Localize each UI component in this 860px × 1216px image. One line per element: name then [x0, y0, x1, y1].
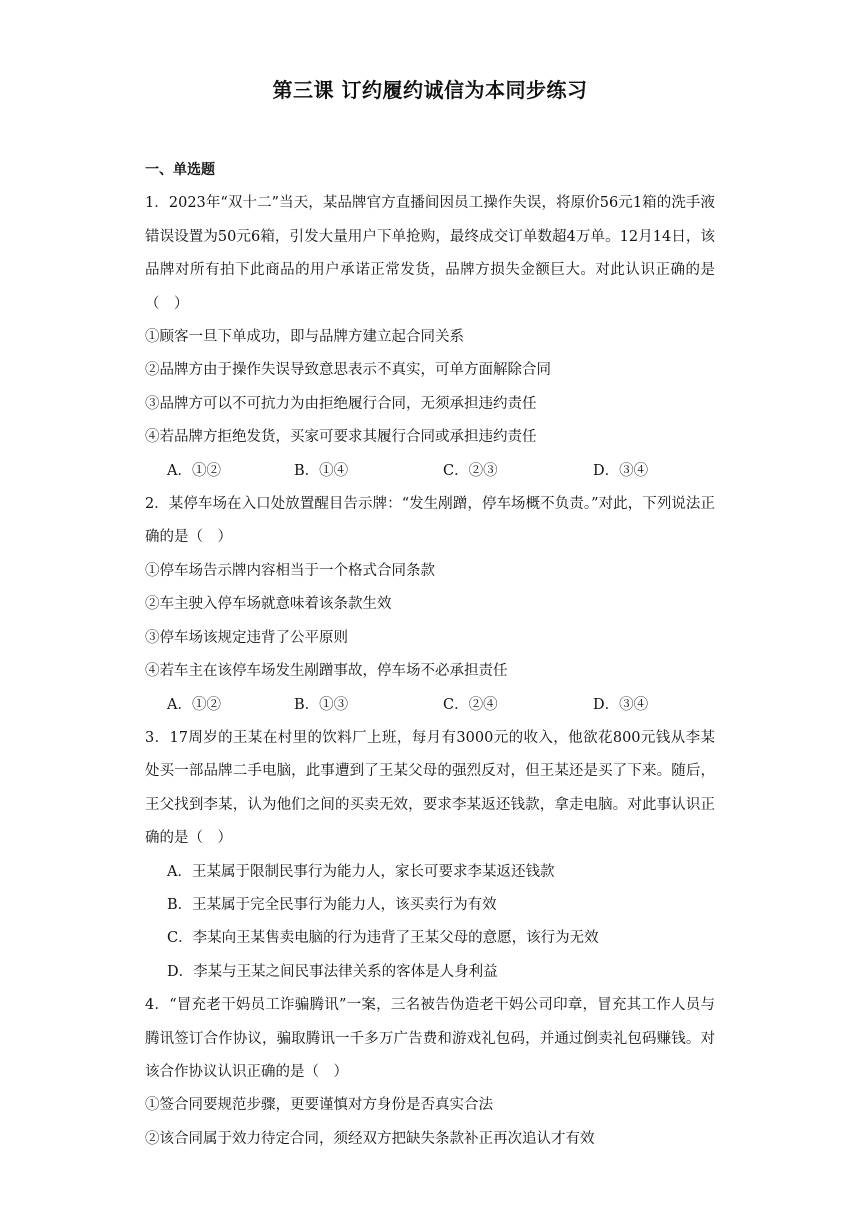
question-1-statement: ③品牌方可以不可抗力为由拒绝履行合同，无须承担违约责任: [145, 395, 537, 412]
option-a: A．①②: [167, 462, 221, 479]
option-c: C．②④: [443, 696, 498, 713]
question-1-statement: ②品牌方由于操作失误导致意思表示不真实，可单方面解除合同: [145, 362, 551, 379]
question-1-stem: 1．2023年“双十二”当天，某品牌官方直播间因员工操作失误，将原价56元1箱的洗手液错误设置为50元6箱，引发大量用户下单抢购，最终成交订单数超4万单。12月14日，该品牌对所有拍下此商品的用户承诺正常发货，品牌方损失金额巨大。对此认识正确的是（ ）: [145, 195, 715, 312]
question-2-stem: 2．某停车场在入口处放置醒目告示牌：“发生剐蹭，停车场概不负责。”对此，下列说法正确的是（ ）: [145, 496, 715, 546]
option-d: D．③④: [593, 462, 649, 479]
question-1-statement: ①顾客一旦下单成功，即与品牌方建立起合同关系: [145, 329, 464, 346]
question-3-option-b: B．王某属于完全民事行为能力人，该买卖行为有效: [167, 896, 497, 913]
question-2-statement: ②车主驶入停车场就意味着该条款生效: [145, 596, 392, 613]
question-3-option-a: A．王某属于限制民事行为能力人，家长可要求李某返还钱款: [167, 863, 555, 880]
question-2-statement: ③停车场该规定违背了公平原则: [145, 629, 348, 646]
section-heading: 一、单选题: [145, 162, 215, 178]
page-title: 第三课 订约履约诚信为本同步练习: [272, 78, 588, 102]
option-b: B．①③: [294, 696, 349, 713]
option-b: B．①④: [294, 462, 349, 479]
question-4-statement: ②该合同属于效力待定合同，须经双方把缺失条款补正再次追认才有效: [145, 1130, 595, 1147]
question-3-option-c: C．李某向王某售卖电脑的行为违背了王某父母的意愿，该行为无效: [167, 930, 599, 947]
question-4-stem: 4．“冒充老干妈员工诈骗腾讯”一案，三名被告伪造老干妈公司印章，冒充其工作人员与腾讯签订合作协议，骗取腾讯一千多万广告费和游戏礼包码，并通过倒卖礼包码赚钱。对该合作协议认识正确的是（ ）: [145, 997, 715, 1080]
question-4-statement: ①签合同要规范步骤，更要谨慎对方身份是否真实合法: [145, 1097, 493, 1114]
question-2-statement: ①停车场告示牌内容相当于一个格式合同条款: [145, 562, 435, 579]
question-3-stem: 3．17周岁的王某在村里的饮料厂上班，每月有3000元的收入，他欲花800元钱从李某处买一部品牌二手电脑，此事遭到了王某父母的强烈反对，但王某还是买了下来。随后，王父找到李某，认为他们之间的买卖无效，要求李某返还钱款，拿走电脑。对此事认识正确的是（ ）: [145, 729, 715, 847]
option-c: C．②③: [443, 462, 498, 479]
question-1-options: [145, 455, 715, 488]
question-2-statement: ④若车主在该停车场发生剐蹭事故，停车场不必承担责任: [145, 663, 508, 680]
question-1-statement: ④若品牌方拒绝发货，买家可要求其履行合同或承担违约责任: [145, 429, 537, 446]
question-2-options: [145, 689, 715, 722]
document-body: [145, 154, 715, 1156]
question-3-option-d: D．李某与王某之间民事法律关系的客体是人身利益: [167, 963, 498, 980]
option-a: A．①②: [167, 696, 221, 713]
option-d: D．③④: [593, 696, 649, 713]
